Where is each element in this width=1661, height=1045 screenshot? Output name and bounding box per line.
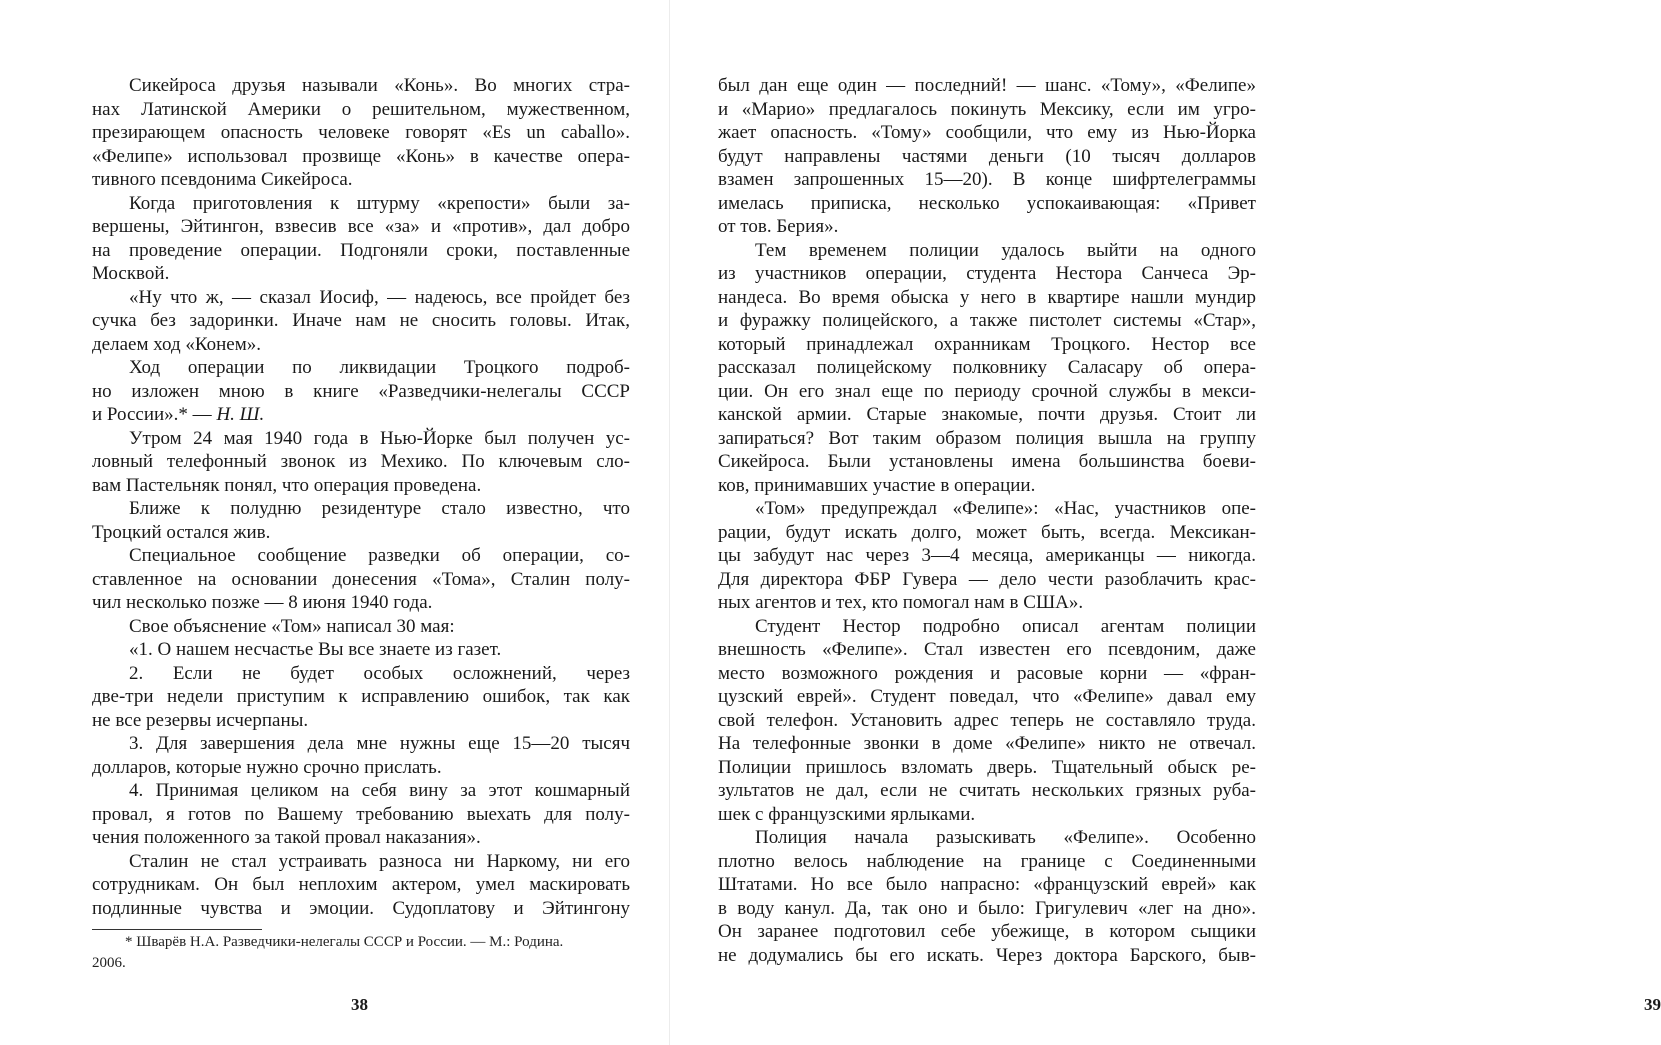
text-line: «1. О нашем несчастье Вы все знаете из газет.: [129, 639, 502, 660]
text-line: Специальное сообщение разведки об операции, со-: [129, 545, 630, 566]
text-line: имелась приписка, несколько успокаивающая: «Привет: [718, 192, 1256, 214]
text-line: презирающем опасность человеке говорят «Es un caballo».: [92, 122, 630, 143]
text-line: 3. Для завершения дела мне нужны еще 15—20 тысяч: [129, 733, 630, 754]
author-initials: Н. Ш.: [216, 404, 265, 425]
text-line: в воду канул. Да, так оно и было: Григулевич «лег на дно».: [718, 897, 1256, 919]
text-line: Штатами. Но все было напрасно: «французский еврей» как: [718, 874, 1256, 895]
text-line: Ход операции по ликвидации Троцкого подроб-: [129, 357, 630, 378]
text-line: Он заранее подготовил себе убежище, в котором сыщики: [718, 921, 1256, 942]
text-line: будут направлены частями деньги (10 тысяч долларов: [718, 145, 1256, 167]
text-line: но изложен мною в книге «Разведчики-нелегалы СССР: [92, 380, 630, 402]
text-line: Ближе к полудню резидентуре стало известно, что: [129, 498, 630, 519]
left-page: [0, 0, 669, 1045]
text-line: который принадлежал охранникам Троцкого. Нестор все: [718, 333, 1256, 355]
text-line: Полиция начала разыскивать «Фелипе». Особенно: [755, 827, 1256, 848]
text-line: «Фелипе» использовал прозвище «Конь» в качестве опера-: [92, 145, 630, 167]
text-line: 2. Если не будет особых осложнений, через: [129, 662, 630, 684]
text-line: сучка без задоринки. Иначе нам не сносить головы. Итак,: [92, 310, 630, 331]
text-line: цузский еврей». Студент поведал, что «Фелипе» давал ему: [718, 686, 1256, 707]
text-line: делаем ход «Конем».: [92, 333, 261, 355]
footnote: [92, 932, 630, 974]
text-line: две-три недели приступим к исправлению ошибок, так как: [92, 686, 630, 707]
text-line: 4. Принимая целиком на себя вину за этот кошмарный: [129, 780, 630, 801]
text-line: подлинные чувства и эмоции. Судоплатову и Эйтингону: [92, 897, 630, 919]
text-line: Полиции пришлось взломать дверь. Тщательный обыск ре-: [718, 756, 1256, 778]
text-line: чения положенного за такой провал наказания».: [92, 827, 481, 848]
text-line: место возможного рождения и расовые корни — «фран-: [718, 662, 1256, 684]
text-line: Сикейроса друзья называли «Конь». Во многих стра-: [129, 75, 630, 96]
text-line: Тем временем полиции удалось выйти на одного: [755, 239, 1256, 261]
text-line: запираться? Вот таким образом полиция вышла на группу: [718, 427, 1256, 449]
text-line: взамен запрошенных 15—20). В конце шифртелеграммы: [718, 169, 1256, 190]
text-line: зультатов не дал, если не считать нескольких грязных руба-: [718, 780, 1256, 801]
text-line: ции. Он его знал еще по периоду срочной службы в мекси-: [718, 380, 1256, 402]
text-line: сотрудникам. Он был неплохим актером, умел маскировать: [92, 874, 630, 895]
footnote-line: * Шварёв Н.А. Разведчики-нелегалы СССР и России. — М.: Родина.: [125, 934, 564, 950]
text-line: и России».* — Н. Ш.: [92, 404, 265, 425]
text-line: ков, принимавших участие в операции.: [718, 474, 1036, 496]
footnote-line: 2006.: [92, 955, 126, 971]
text-line: вам Пастельняк понял, что операция проведена.: [92, 474, 482, 496]
text-line: рассказал полицейскому полковнику Саласару об опера-: [718, 357, 1256, 378]
text-line: рации, будут искать долго, может быть, всегда. Мексикан-: [718, 521, 1256, 543]
text-line: вершены, Эйтингон, взвесив все «за» и «против», дал добро: [92, 216, 630, 237]
page-number-right: 39: [1644, 995, 1661, 1014]
text-line: тивного псевдонима Сикейроса.: [92, 169, 353, 190]
text-line: Сикейроса. Были установлены имена большинства боеви-: [718, 451, 1256, 472]
text-line: чил несколько позже — 8 июня 1940 года.: [92, 592, 433, 613]
text-line: Для директора ФБР Гувера — дело чести разоблачить крас-: [718, 568, 1256, 590]
text-line: от тов. Берия».: [718, 216, 839, 237]
text-line: «Том» предупреждал «Фелипе»: «Нас, участников опе-: [755, 498, 1256, 519]
text-line: и «Марио» предлагалось покинуть Мексику, если им угро-: [718, 98, 1256, 120]
text-line: Студент Нестор подробно описал агентам полиции: [755, 615, 1256, 637]
right-page-text: [718, 74, 1256, 967]
text-line: был дан еще один — последний! — шанс. «Тому», «Фелипе»: [718, 75, 1256, 96]
text-line: жает опасность. «Тому» сообщили, что ему из Нью-Йорка: [718, 122, 1256, 143]
text-line: нандеса. Во время обыска у него в квартире нашли мундир: [718, 286, 1256, 308]
text-line: свой телефон. Установить адрес теперь не составляло труда.: [718, 709, 1256, 731]
text-line: внешность «Фелипе». Стал известен его псевдоним, даже: [718, 639, 1256, 660]
left-page-text: [92, 74, 630, 920]
text-line: Сталин не стал устраивать разноса ни Наркому, ни его: [129, 850, 630, 872]
text-line: и фуражку полицейского, а также пистолет системы «Стар»,: [718, 310, 1256, 331]
text-line: Утром 24 мая 1940 года в Нью-Йорке был получен ус-: [129, 427, 630, 449]
text-line: На телефонные звонки в доме «Фелипе» никто не отвечал.: [718, 733, 1256, 754]
text-line: долларов, которые нужно срочно прислать.: [92, 756, 442, 778]
text-line: нах Латинской Америки о решительном, мужественном,: [92, 98, 630, 120]
text-line: Свое объяснение «Том» написал 30 мая:: [129, 615, 455, 637]
page-number-left: 38: [351, 995, 368, 1014]
text-line: шек с французскими ярлыками.: [718, 803, 976, 825]
text-line: не додумались бы его искать. Через доктора Барского, быв-: [718, 944, 1256, 966]
text-line: из участников операции, студента Нестора Санчеса Эр-: [718, 263, 1256, 284]
text-line: «Ну что ж, — сказал Иосиф, — надеюсь, все пройдет без: [129, 286, 630, 308]
text-line: ловный телефонный звонок из Мехико. По ключевым сло-: [92, 451, 630, 472]
text-line: Москвой.: [92, 263, 170, 284]
text-line: на проведение операции. Подгоняли сроки, поставленные: [92, 239, 630, 261]
text-line: не все резервы исчерпаны.: [92, 709, 309, 731]
text-line: цы забудут нас через 3—4 месяца, американцы — никогда.: [718, 545, 1256, 566]
text-line: провал, я готов по Вашему требованию выехать для полу-: [92, 803, 630, 825]
text-line: Когда приготовления к штурму «крепости» были за-: [129, 192, 630, 214]
text-line: ставленное на основании донесения «Тома», Сталин полу-: [92, 568, 630, 590]
text-line: канской армии. Старые знакомые, почти друзья. Стоит ли: [718, 404, 1256, 425]
text-line: ных агентов и тех, кто помогал нам в США».: [718, 592, 1084, 613]
text-line: Троцкий остался жив.: [92, 521, 271, 543]
footnote-rule: [92, 929, 262, 930]
text-line: плотно велось наблюдение на границе с Соединенными: [718, 850, 1256, 872]
